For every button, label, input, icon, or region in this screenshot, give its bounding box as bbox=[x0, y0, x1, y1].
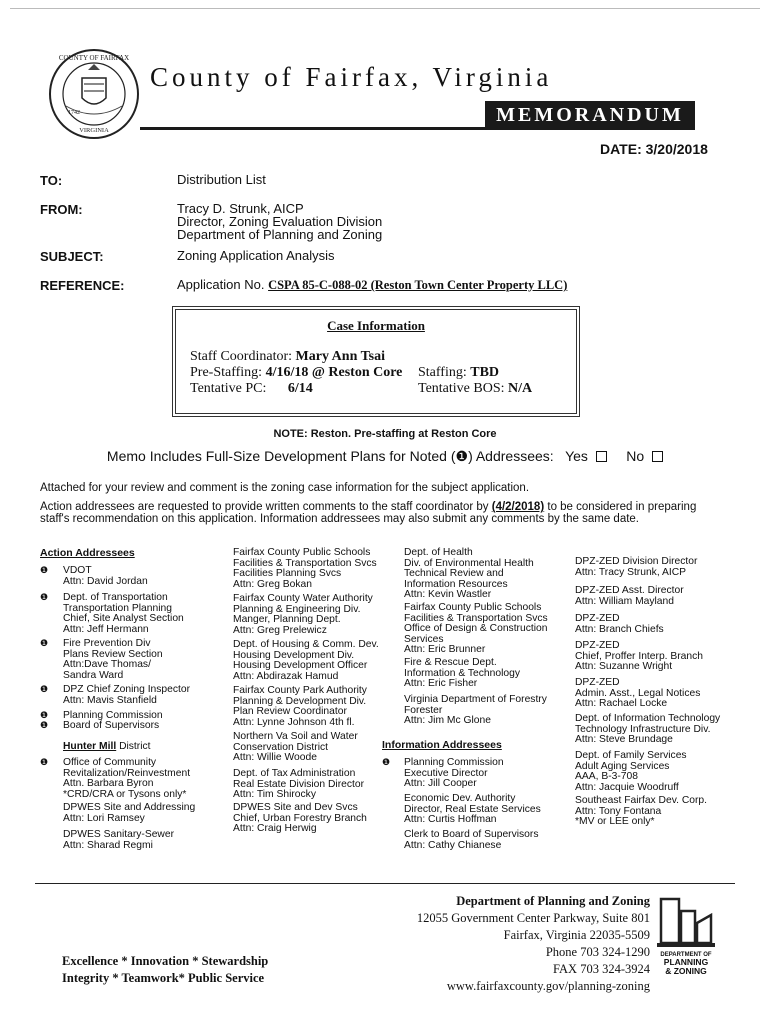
bullet-icon: ❶ bbox=[382, 757, 391, 767]
svg-text:COUNTY OF FAIRFAX: COUNTY OF FAIRFAX bbox=[58, 54, 130, 62]
top-rule bbox=[10, 8, 760, 9]
addressee-fcps-design: Fairfax County Public Schools Facilities & Transportation Svcs Office of Design & Construction Services Attn: Eric Brunner bbox=[404, 602, 548, 656]
svg-text:1742: 1742 bbox=[68, 110, 80, 116]
addressee-community-revitalization: Office of Community Revitalization/Reinvestment Attn. Barbara Byron *CRD/CRA or Tysons only* bbox=[63, 757, 191, 800]
addressee-zed-branch-chiefs: DPZ-ZED Attn: Branch Chiefs bbox=[575, 613, 664, 635]
county-seal bbox=[48, 48, 140, 140]
county-title: County of Fairfax, Virginia bbox=[150, 62, 553, 92]
dept-name: Department of Planning and Zoning bbox=[456, 894, 650, 908]
addressee-water-authority: Fairfax County Water Authority Planning & Engineering Div. Manger, Planning Dept. Attn: Greg Prelewicz bbox=[233, 593, 373, 636]
addressee-transportation: Dept. of Transportation Transportation Planning Chief, Site Analyst Section Attn: Jeff Hermann bbox=[63, 592, 184, 635]
memorandum-banner: MEMORANDUM bbox=[485, 101, 695, 129]
addressee-soil-water: Northern Va Soil and Water Conservation District Attn: Willie Woode bbox=[233, 731, 358, 764]
action-addressees-heading: Action Addressees bbox=[40, 547, 135, 559]
prestaffing bbox=[190, 365, 402, 381]
svg-text:VIRGINIA: VIRGINIA bbox=[79, 127, 109, 134]
addressee-fcps: Fairfax County Public Schools Facilities & Transportation Svcs Facilities Planning Svcs Attn: Greg Bokan bbox=[233, 547, 377, 590]
information-addressees-heading: Information Addressees bbox=[382, 739, 502, 751]
addressee-housing: Dept. of Housing & Comm. Dev. Housing Development Div. Housing Development Officer Attn: Abdirazak Hamud bbox=[233, 639, 379, 682]
yes-checkbox[interactable] bbox=[596, 451, 607, 462]
request-text-line2: staff's recommendation on this application. Information addressees may also submit any comments by the same date. bbox=[40, 513, 640, 525]
prestaffing-label: Pre-Staffing: bbox=[190, 365, 263, 380]
dept-phone: Phone 703 324-1290 bbox=[545, 945, 650, 959]
addressee-dpwes-site: DPWES Site and Addressing Attn: Lori Ramsey bbox=[63, 802, 196, 824]
addressee-forestry: Virginia Department of Forestry Forester Attn: Jim Mc Glone bbox=[404, 694, 547, 727]
addressee-park-authority: Fairfax County Park Authority Planning & Development Div. Plan Review Coordinator Attn: Lynne Johnson 4th fl. bbox=[233, 685, 367, 728]
request-text-pre: Action addressees are requested to provide written comments to the staff coordinator by bbox=[40, 501, 489, 513]
tentative-bos-value: N/A bbox=[508, 381, 533, 396]
prestaffing-value: 4/16/18 @ Reston Core bbox=[265, 365, 403, 380]
bullet-icon: ❶ bbox=[40, 710, 49, 720]
addressee-zed-asst-director: DPZ-ZED Asst. Director Attn: William Mayland bbox=[575, 585, 684, 607]
addressee-board-supervisors: Board of Supervisors bbox=[63, 720, 160, 731]
bullet-icon: ❶ bbox=[40, 565, 49, 575]
staff-coordinator-label: Staff Coordinator: bbox=[190, 349, 293, 364]
bullet-icon: ❶ bbox=[40, 757, 49, 767]
reference-prefix: Application No. bbox=[177, 277, 265, 292]
yes-label: Yes bbox=[565, 448, 588, 464]
tentative-bos bbox=[418, 381, 532, 397]
request-paragraph bbox=[40, 501, 740, 525]
addressee-zed-legal-notices: DPZ-ZED Admin. Asst., Legal Notices Attn: Rachael Locke bbox=[575, 677, 701, 710]
bullet-icon: ❶ bbox=[40, 720, 49, 730]
addressee-planning-commission: Planning Commission bbox=[63, 710, 163, 721]
reference-label: REFERENCE: bbox=[40, 278, 125, 293]
info-planning-commission: Planning Commission Executive Director Attn: Jill Cooper bbox=[404, 757, 504, 790]
staffing-label: Staffing: bbox=[418, 365, 467, 380]
logo-text-dept: DEPARTMENT OF bbox=[660, 952, 712, 958]
addressee-fire-rescue: Fire & Rescue Dept. Information & Technology Attn: Eric Fisher bbox=[404, 657, 521, 690]
memo-includes-line bbox=[0, 448, 770, 465]
bullet-icon: ❶ bbox=[40, 684, 49, 694]
addressee-southeast-fairfax: Southeast Fairfax Dev. Corp. Attn: Tony Fontana *MV or LEE only* bbox=[575, 795, 708, 828]
reference-application: CSPA 85-C-088-02 (Reston Town Center Property LLC) bbox=[268, 278, 568, 292]
logo-text-zoning: & ZONING bbox=[665, 966, 707, 976]
logo-text-planning: PLANNING bbox=[663, 957, 709, 967]
staff-coordinator-value: Mary Ann Tsai bbox=[295, 349, 385, 364]
from-title: Director, Zoning Evaluation Division bbox=[177, 214, 383, 229]
footer-rule bbox=[35, 883, 735, 884]
reference-value bbox=[177, 278, 567, 292]
no-label: No bbox=[626, 448, 645, 464]
staff-coordinator bbox=[190, 349, 385, 365]
tentative-pc-label: Tentative PC: bbox=[190, 381, 267, 396]
memo-rule bbox=[140, 127, 695, 130]
addressee-fire-prevention: Fire Prevention Div Plans Review Section Attn:Dave Thomas/ Sandra Ward bbox=[63, 638, 163, 681]
subject-value: Zoning Application Analysis bbox=[177, 248, 335, 263]
dpz-logo bbox=[655, 893, 717, 978]
tentative-pc-value: 6/14 bbox=[287, 381, 313, 396]
motto bbox=[62, 953, 268, 987]
info-clerk: Clerk to Board of Supervisors Attn: Cathy Chianese bbox=[404, 829, 539, 851]
bullet-icon: ❶ bbox=[40, 638, 49, 648]
request-text-post: to be considered in preparing bbox=[547, 501, 697, 513]
addressee-dpwes-sewer: DPWES Sanitary-Sewer Attn: Sharad Regmi bbox=[63, 829, 175, 851]
addressee-dpwes-forestry: DPWES Site and Dev Svcs Chief, Urban Forestry Branch Attn: Craig Herwig bbox=[233, 802, 367, 835]
addressee-zoning-inspector: DPZ Chief Zoning Inspector Attn: Mavis Stanfield bbox=[63, 684, 191, 706]
case-information-title: Case Information bbox=[327, 318, 425, 333]
addressee-family-services: Dept. of Family Services Adult Aging Services AAA, B-3-708 Attn: Jacquie Woodruff bbox=[575, 750, 687, 793]
from-name: Tracy D. Strunk, AICP bbox=[177, 201, 304, 216]
subject-label: SUBJECT: bbox=[40, 249, 104, 264]
tentative-bos-label: Tentative BOS: bbox=[418, 381, 505, 396]
from-value bbox=[177, 202, 382, 241]
district-name: Hunter Mill bbox=[63, 740, 117, 752]
memo-includes-text: Memo Includes Full-Size Development Plans for Noted (❶) Addressees: bbox=[106, 448, 554, 464]
from-dept: Department of Planning and Zoning bbox=[177, 227, 383, 242]
addressee-zed-director: DPZ-ZED Division Director Attn: Tracy Strunk, AICP bbox=[575, 556, 698, 578]
addressee-vdot: VDOT Attn: David Jordan bbox=[63, 565, 148, 587]
department-address bbox=[360, 893, 650, 995]
request-due-date: (4/2/2018) bbox=[491, 501, 545, 513]
dept-street: 12055 Government Center Parkway, Suite 801 bbox=[416, 911, 650, 925]
dept-city: Fairfax, Virginia 22035-5509 bbox=[503, 928, 650, 942]
tentative-pc bbox=[190, 381, 313, 397]
addressee-health: Dept. of Health Div. of Environmental Health Technical Review and Information Resources Attn: Kevin Wastler bbox=[404, 547, 534, 601]
addressee-district: Hunter Mill District bbox=[63, 740, 151, 752]
addressee-tax-admin: Dept. of Tax Administration Real Estate Division Director Attn: Tim Shirocky bbox=[233, 768, 365, 801]
staffing-value: TBD bbox=[470, 365, 500, 380]
staffing bbox=[418, 365, 499, 381]
info-economic-dev: Economic Dev. Authority Director, Real Estate Services Attn: Curtis Hoffman bbox=[404, 793, 541, 826]
to-label: TO: bbox=[40, 173, 63, 188]
dept-website: www.fairfaxcounty.gov/planning-zoning bbox=[446, 979, 650, 993]
note-line: NOTE: Reston. Pre-staffing at Reston Core bbox=[273, 428, 497, 440]
dept-fax: FAX 703 324-3924 bbox=[553, 962, 650, 976]
memo-date: DATE: 3/20/2018 bbox=[600, 141, 708, 157]
bullet-icon: ❶ bbox=[40, 592, 49, 602]
to-value: Distribution List bbox=[177, 172, 266, 187]
from-label: FROM: bbox=[40, 202, 83, 217]
motto-line-2: Integrity * Teamwork* Public Service bbox=[62, 971, 265, 985]
addressee-it: Dept. of Information Technology Technology Infrastructure Div. Attn: Steve Brundage bbox=[575, 713, 721, 746]
addressee-zed-proffer: DPZ-ZED Chief, Proffer Interp. Branch Attn: Suzanne Wright bbox=[575, 640, 704, 673]
motto-line-1: Excellence * Innovation * Stewardship bbox=[62, 954, 269, 968]
review-paragraph: Attached for your review and comment is the zoning case information for the subject application. bbox=[40, 482, 530, 494]
no-checkbox[interactable] bbox=[652, 451, 663, 462]
